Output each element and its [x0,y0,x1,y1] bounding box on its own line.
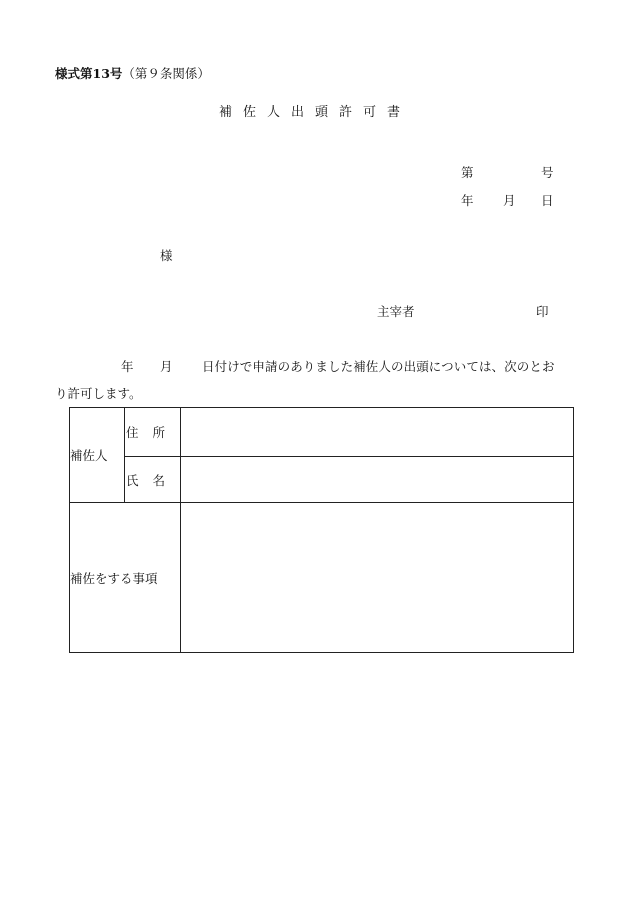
form-number [55,64,210,82]
date-year-label: 年 [461,193,474,208]
doc-number-suffix: 号 [541,165,554,180]
document-title: 補佐人出頭許可書 [218,105,411,120]
date-day-label: 日 [541,193,554,208]
addressee-suffix: 様 [160,248,173,263]
matter-field[interactable] [181,503,574,653]
form-relation: （第９条関係） [122,66,210,81]
form-number-label: 様式第13号 [55,66,123,81]
name-label: 氏名 [125,457,181,503]
body-month: 月 [160,359,173,374]
table-row-matter [70,503,574,653]
table-row-address [70,408,574,457]
address-label: 住所 [125,408,181,457]
body-text: 日付けで申請のありました補佐人の出頭については、次のとお [202,359,555,374]
table-row-name [70,457,574,503]
seal-label: 印 [536,304,549,319]
organizer-label: 主宰者 [377,304,415,319]
body-year: 年 [121,359,134,374]
matter-label: 補佐をする事項 [70,503,181,653]
body-paragraph-line2: り許可します。 [55,386,142,401]
address-field[interactable] [181,408,574,457]
doc-number-prefix: 第 [461,165,474,180]
name-field[interactable] [181,457,574,503]
assistant-label: 補佐人 [70,408,125,503]
permit-table [69,407,574,653]
date-month-label: 月 [503,193,516,208]
